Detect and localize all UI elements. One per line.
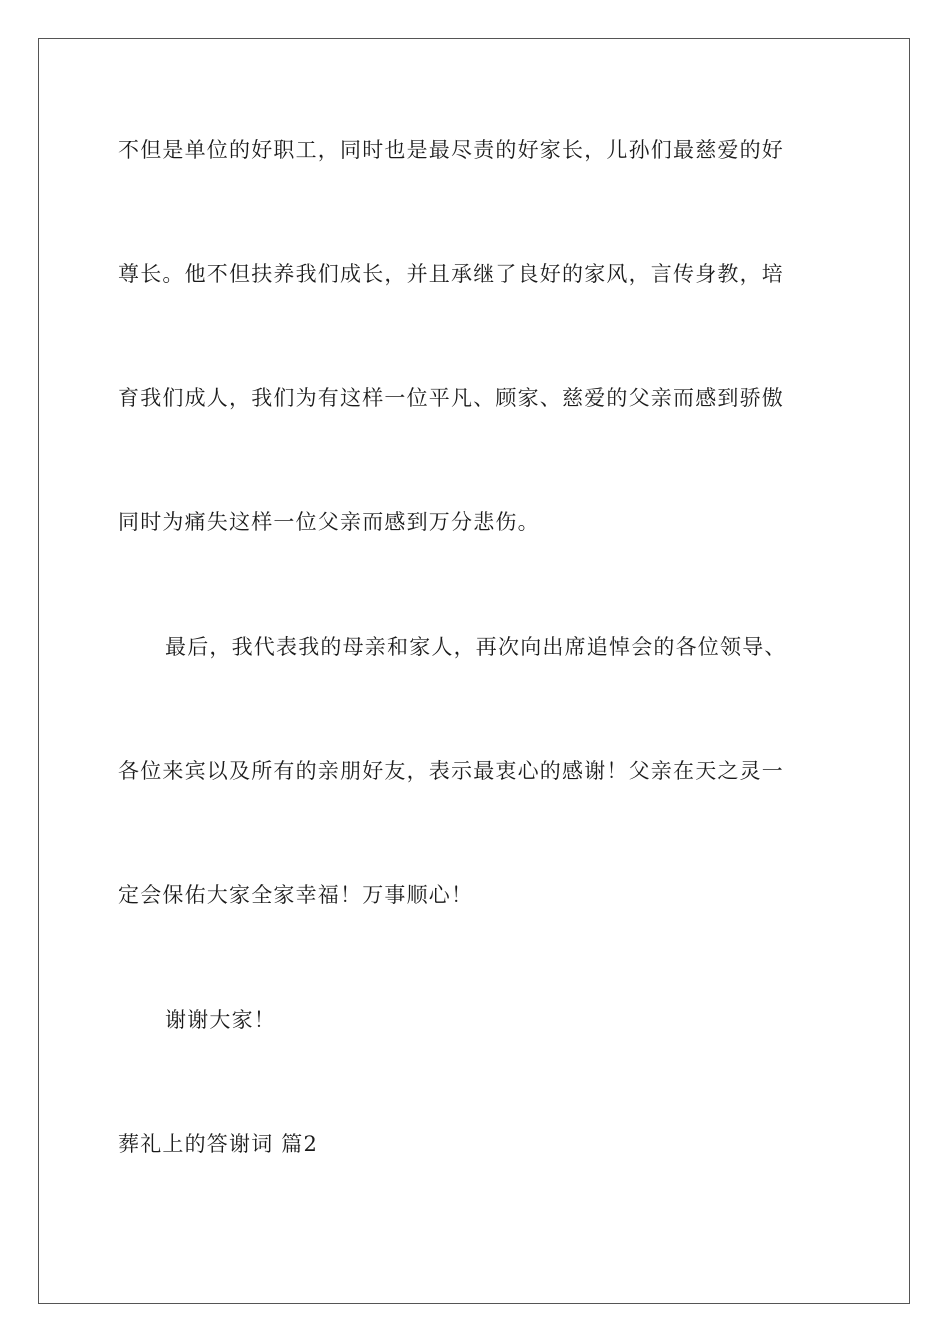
body-line-2: 尊长。他不但扶养我们成长，并且承继了良好的家风，言传身教，培 bbox=[118, 262, 784, 286]
body-line-3: 育我们成人，我们为有这样一位平凡、顾家、慈爱的父亲而感到骄傲 bbox=[118, 386, 784, 410]
page-frame bbox=[38, 38, 910, 1304]
body-line-1: 不但是单位的好职工，同时也是最尽责的好家长，儿孙们最慈爱的好 bbox=[118, 138, 784, 162]
body-line-5: 最后，我代表我的母亲和家人，再次向出席追悼会的各位领导、 bbox=[165, 635, 787, 659]
body-line-4: 同时为痛失这样一位父亲而感到万分悲伤。 bbox=[118, 510, 540, 534]
body-line-7: 定会保佑大家全家幸福！万事顺心！ bbox=[118, 883, 474, 907]
section-heading: 葬礼上的答谢词 篇2 bbox=[118, 1132, 319, 1156]
closing-thanks: 谢谢大家！ bbox=[165, 1008, 276, 1032]
body-line-6: 各位来宾以及所有的亲朋好友，表示最衷心的感谢！父亲在天之灵一 bbox=[118, 759, 784, 783]
